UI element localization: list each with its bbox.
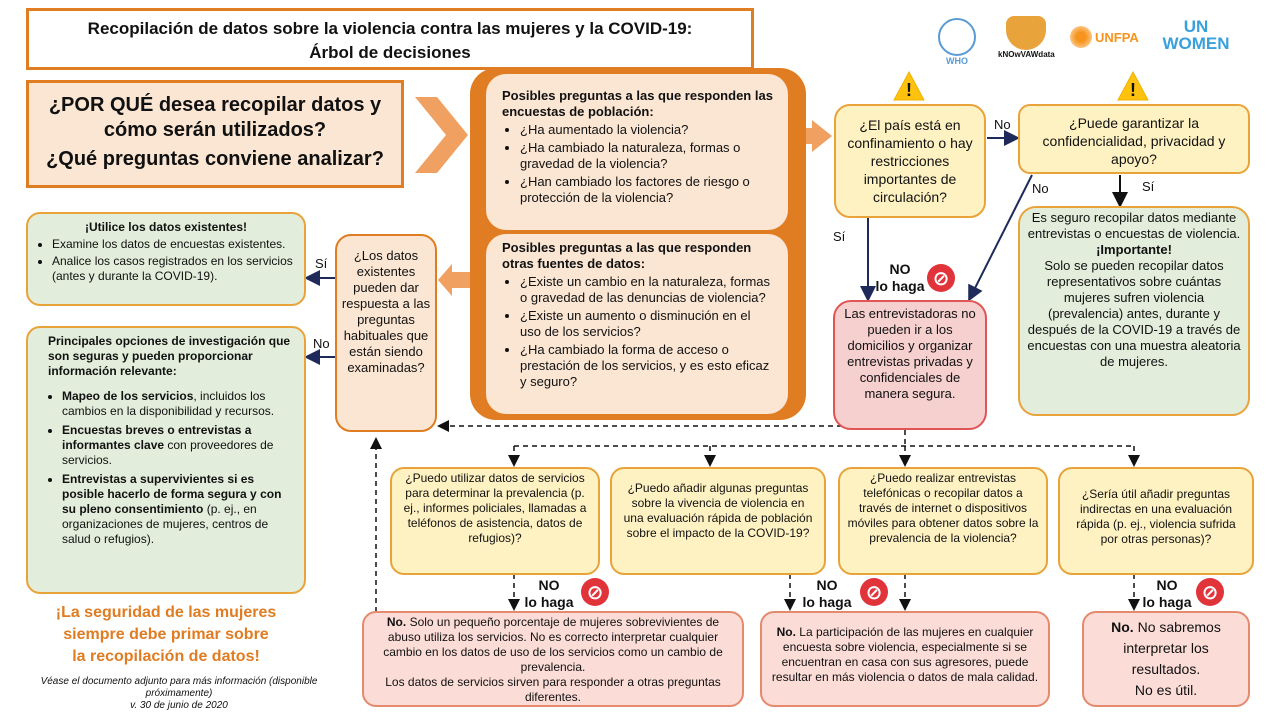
who-label: WHO	[946, 56, 968, 66]
footnote-line1: Véase el documento adjunto para más información (disponible	[40, 676, 318, 687]
question-indirect	[1058, 467, 1254, 575]
q2-text: ¿Puedo añadir algunas preguntas sobre la vivencia de violencia en una evaluación rápida de población sobre el impacto de la COVID-19?	[623, 481, 813, 540]
other-questions	[486, 234, 788, 414]
stop-icon: ⊘	[1196, 578, 1224, 606]
options-heading: Principales opciones de investigación que son seguras y pueden proporcionar información relevante:	[48, 334, 291, 378]
q3-text: ¿Puedo realizar entrevistas telefónicas o recopilar datos a través de internet o dispositivos móviles para obtener datos sobre la prevalencia de la violencia?	[847, 471, 1039, 545]
why-line2: cómo serán utilizados?	[103, 119, 327, 141]
knowvawdata-logo	[998, 16, 1054, 59]
option-bold: Mapeo de los servicios	[62, 389, 194, 403]
other-item: • ¿Existe un cambio en la naturaleza, formas o gravedad de las denuncias de violencia?	[520, 274, 774, 306]
question-rapid-assessment	[610, 467, 826, 575]
guarantee-question	[1018, 104, 1250, 174]
globe-icon	[938, 18, 976, 56]
who-logo	[936, 18, 978, 66]
title-line1: Recopilación de datos sobre la violencia contra las mujeres y la COVID-19:	[87, 19, 693, 38]
other-heading: Posibles preguntas a las que responden otras fuentes de datos:	[502, 240, 752, 271]
no-haga-line2: lo haga	[802, 594, 852, 610]
safe-p2: Solo se pueden recopilar datos representativos sobre cuántas mujeres sufren violencia (prevalencia) antes, durante y después de la COVID-19 a través de encuestas con una muestra aleatoria de mujeres.	[1027, 258, 1241, 369]
no-haga-line1: NO	[816, 577, 838, 593]
no-haga-label	[520, 577, 578, 611]
unwomen-label: UN WOMEN	[1162, 17, 1230, 53]
stop-icon: ⊘	[860, 578, 888, 606]
option-bold: Encuestas breves o entrevistas a informantes clave	[62, 423, 252, 452]
label-si-existing: Sí	[315, 256, 328, 271]
arrow-to-existing	[438, 264, 470, 296]
a1-p2: Los datos de servicios sirven para responder a otras preguntas diferentes.	[385, 675, 721, 704]
warning-icon	[1116, 70, 1150, 102]
a3-p1: No sabremos interpretar los resultados.	[1123, 619, 1221, 677]
dots-icon	[1070, 26, 1092, 48]
q4-text: ¿Sería útil añadir preguntas indirectas en una evaluación rápida (p. ej., violencia sufrida por otras personas)?	[1076, 487, 1236, 546]
survey-item: • ¿Ha aumentado la violencia?	[520, 122, 774, 138]
why-box	[26, 80, 404, 188]
existing-data-question	[335, 234, 437, 432]
survey-heading: Posibles preguntas a las que responden las encuestas de población:	[502, 88, 773, 119]
no-haga-line2: lo haga	[875, 278, 925, 294]
unwomen-logo	[1154, 18, 1254, 52]
option-item	[62, 423, 296, 468]
stop-icon: ⊘	[581, 578, 609, 606]
footnote-line2: próximamente)	[145, 688, 213, 699]
no-haga-line2: lo haga	[524, 594, 574, 610]
footnote-line3: v. 30 de junio de 2020	[130, 700, 228, 711]
lockdown-question	[834, 104, 986, 218]
a2-p1: La participación de las mujeres en cualquier encuesta sobre violencia, especialmente si se encuentran en casa con sus agresores, puede resultar en más violencia o datos de mala calidad.	[771, 625, 1039, 684]
option-rest: con proveedores de servicios.	[62, 438, 274, 467]
question-service-data	[390, 467, 600, 575]
a2-body	[770, 625, 1040, 685]
option-item	[62, 472, 296, 547]
no-haga-label	[870, 261, 930, 295]
lockdown-text: ¿El país está en confinamiento o hay restricciones importantes de circulación?	[847, 117, 973, 205]
interviewers-box	[833, 300, 987, 430]
label-si-guarantee: Sí	[1142, 179, 1155, 194]
a1-bold: No.	[386, 615, 407, 629]
option-item	[62, 389, 296, 419]
no-haga-line1: NO	[1156, 577, 1178, 593]
no-haga-label	[1138, 577, 1196, 611]
other-item: • ¿Existe un aumento o disminución en el uso de los servicios?	[520, 308, 774, 340]
a3-bold: No.	[1111, 619, 1134, 635]
q1-text: ¿Puedo utilizar datos de servicios para determinar la prevalencia (p. ej., informes policiales, llamadas a teléfonos de asistencia, datos de refugios)?	[403, 471, 587, 545]
safe-box	[1018, 206, 1250, 416]
chevron-arrow	[415, 97, 468, 173]
a1-p1: Solo un pequeño porcentaje de mujeres sobrevivientes de abuso utiliza los servicios. No es correcto interpretar cualquier cambio en los datos de uso de los servicios como un cambio de prevalencia.	[383, 615, 723, 674]
question-remote-data	[838, 467, 1048, 575]
survey-item: • ¿Ha cambiado la naturaleza, formas o gravedad de la violencia?	[520, 140, 774, 172]
warning-icon	[892, 70, 926, 102]
research-options-box	[26, 326, 306, 594]
option-rest: (p. ej., en organizaciones de mujeres, centros de salud o refugios).	[62, 502, 269, 546]
use-existing-item: • Analice los casos registrados en los servicios (antes y durante la COVID-19).	[52, 254, 296, 284]
why-line1: ¿POR QUÉ desea recopilar datos y	[48, 94, 382, 116]
safe-important: ¡Importante!	[1096, 242, 1172, 257]
a3-body	[1092, 617, 1240, 680]
unfpa-label: UNFPA	[1095, 29, 1139, 45]
survey-item: • ¿Han cambiado los factores de riesgo o protección de la violencia?	[520, 174, 774, 206]
label-si-lockdown: Sí	[833, 229, 846, 244]
stop-icon: ⊘	[927, 264, 955, 292]
label-no-existing: No	[313, 336, 330, 351]
answer-indirect	[1082, 611, 1250, 707]
a3-p2: No es útil.	[1134, 682, 1198, 698]
answer-remote-data	[760, 611, 1050, 707]
other-item: • ¿Ha cambiado la forma de acceso o prestación de los servicios, y es esto eficaz y seguro?	[520, 342, 774, 390]
warning-mark: !	[906, 80, 912, 100]
warning-mark: !	[1130, 80, 1136, 100]
knowvawdata-label: kNOwVAWdata	[998, 50, 1055, 59]
use-existing-box	[26, 212, 306, 306]
safety-line3: la recopilación de datos!	[72, 648, 260, 665]
a1-body	[372, 615, 734, 675]
hand-icon	[1006, 16, 1046, 50]
title-box	[26, 8, 754, 70]
option-bold: Entrevistas a supervivientes si es posible hacerlo de forma segura y con su pleno consentimiento	[62, 472, 282, 516]
no-haga-line2: lo haga	[1142, 594, 1192, 610]
option-rest: , incluidos los cambios en la disponibilidad y recursos.	[62, 389, 275, 418]
why-line3: ¿Qué preguntas conviene analizar?	[46, 148, 384, 170]
unfpa-logo	[1070, 22, 1142, 52]
no-haga-line1: NO	[538, 577, 560, 593]
survey-questions	[486, 74, 788, 230]
interviewers-text: Las entrevistadoras no pueden ir a los domicilios y organizar entrevistas privadas y confidenciales de manera segura.	[844, 306, 976, 401]
safety-line2: siempre debe primar sobre	[63, 626, 269, 643]
title-line2: Árbol de decisiones	[309, 43, 471, 62]
safe-p1: Es seguro recopilar datos mediante entrevistas o encuestas de violencia.	[1027, 210, 1241, 241]
no-haga-line1: NO	[889, 261, 911, 277]
no-haga-label	[798, 577, 856, 611]
use-existing-heading: ¡Utilice los datos existentes!	[84, 220, 248, 234]
label-no-lockdown: No	[994, 117, 1011, 132]
safety-line1: ¡La seguridad de las mujeres	[55, 604, 277, 621]
answer-service-data	[362, 611, 744, 707]
guarantee-text: ¿Puede garantizar la confidencialidad, privacidad y apoyo?	[1042, 115, 1226, 167]
use-existing-item: • Examine los datos de encuestas existentes.	[52, 237, 296, 252]
footnote	[14, 676, 344, 712]
label-no-guarantee: No	[1032, 181, 1049, 196]
existing-text: ¿Los datos existentes pueden dar respuesta a las preguntas habituales que están siendo examinadas?	[341, 248, 431, 375]
a2-bold: No.	[776, 625, 796, 639]
safety-message	[26, 602, 306, 668]
